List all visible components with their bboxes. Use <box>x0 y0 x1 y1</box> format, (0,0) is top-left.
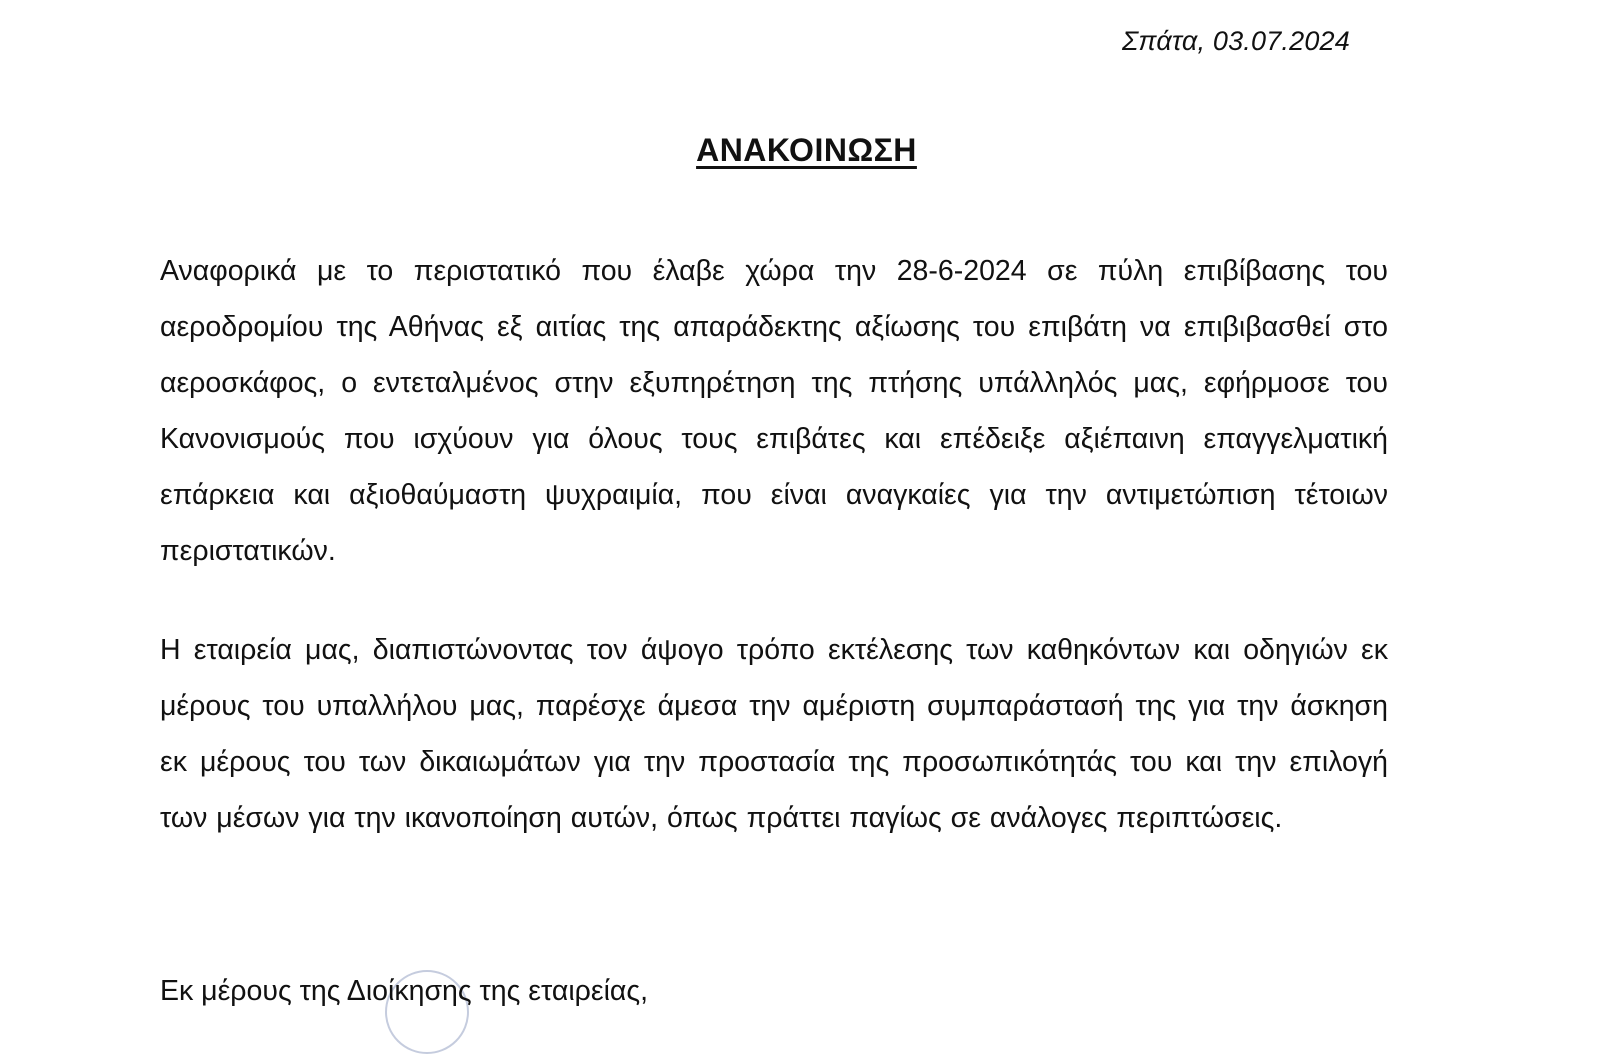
paragraph-company-support: Η εταιρεία μας, διαπιστώνοντας τον άψογο τρόπο εκτέλεσης των καθηκόντων και οδηγιών εκ μέρους του υπαλλήλου μας, παρέσχε άμεσα την αμέριστη συμπαράστασή της για την άσκηση εκ μέρους του των δικαιωμάτων για την προστασία της προσωπικότητάς του και την επιλογή των μέσων για την ικανοποίηση αυτών, όπως πράττει παγίως σε ανάλογες περιπτώσεις. <box>160 634 1388 834</box>
closing-signature-line: Εκ μέρους της Διοίκησης της εταιρείας, <box>160 975 649 1007</box>
paragraph-incident: Αναφορικά με το περιστατικό που έλαβε χώρα την 28-6-2024 σε πύλη επιβίβασης του αεροδρομίου της Αθήνας εξ αιτίας της απαράδεκτης αξίωσης του επιβάτη να επιβιβασθεί στο αεροσκάφος, ο εντεταλμένος στην εξυπηρέτηση της πτήσης υπάλληλός μας, εφήρμοσε του Κανονισμούς που ισχύουν για όλους τους επιβάτες και επέδειξε αξιέπαινη επαγγελματική επάρκεια και αξιοθαύμαστη ψυχραιμία, που είναι αναγκαίες για την αντιμετώπιση τέτοιων περιστατικών. <box>160 255 1388 567</box>
title-text: ΑΝΑΚΟΙΝΩΣΗ <box>696 132 917 168</box>
place-date: Σπάτα, 03.07.2024 <box>1122 26 1350 56</box>
announcement-title <box>0 132 1613 169</box>
